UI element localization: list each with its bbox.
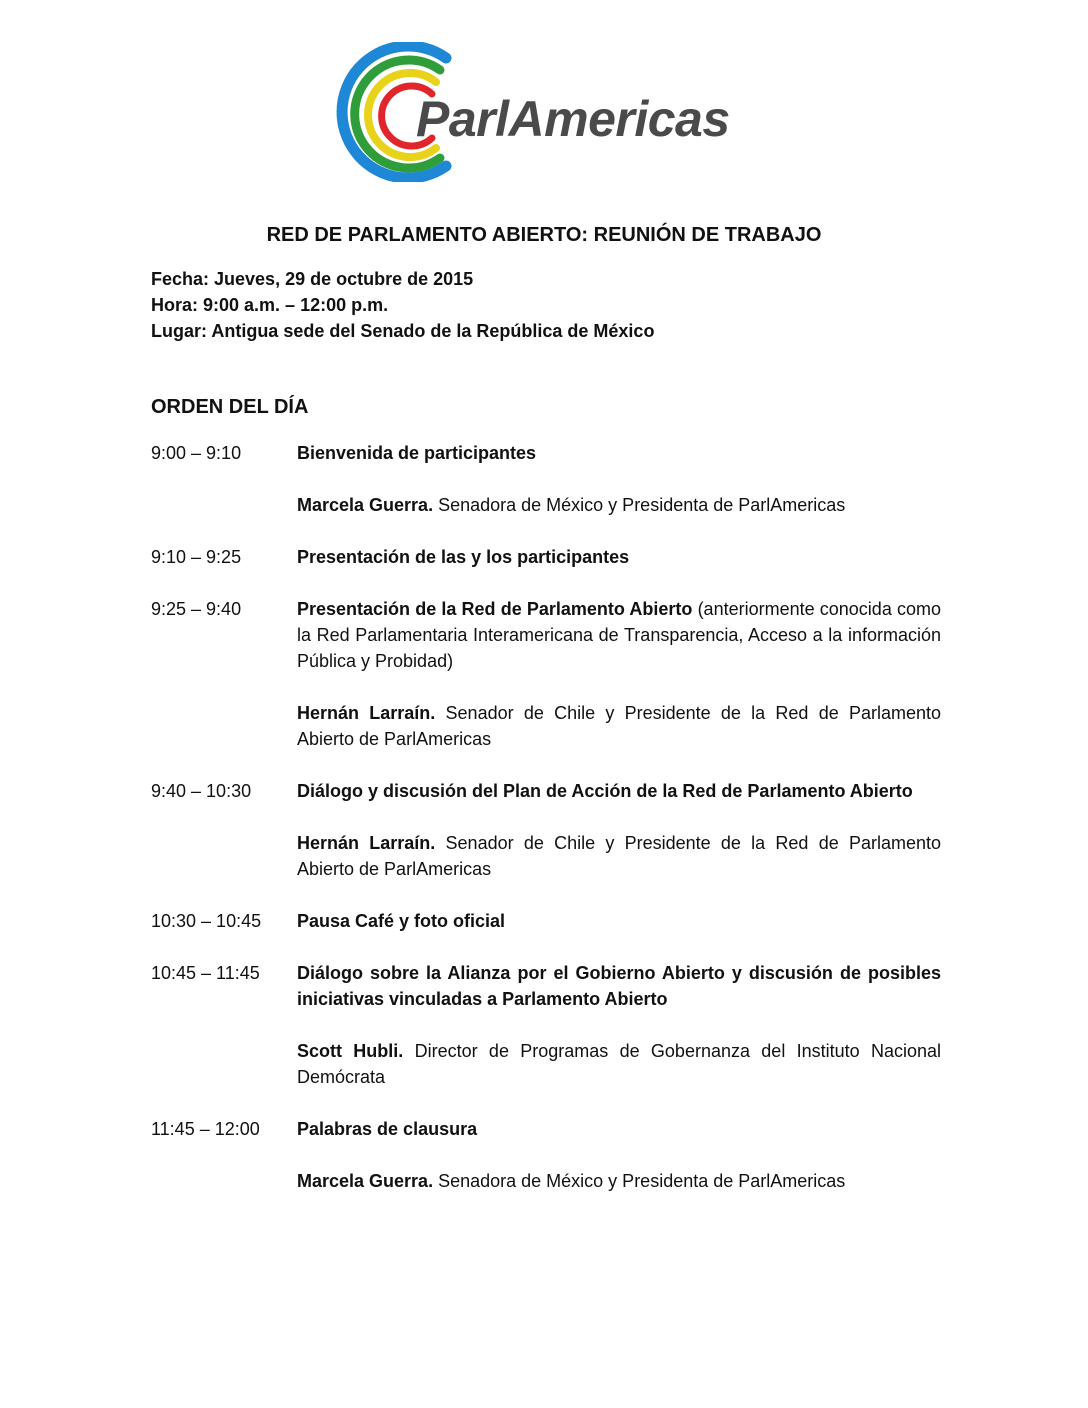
meeting-time: Hora: 9:00 a.m. – 12:00 p.m. <box>151 295 389 315</box>
agenda-time: 9:40 – 10:30 <box>151 781 252 801</box>
agenda-item <box>151 596 941 752</box>
speaker-name: Hernán Larraín. <box>297 833 436 853</box>
agenda-speaker-paragraph <box>297 1038 941 1090</box>
agenda-time: 10:30 – 10:45 <box>151 911 262 931</box>
agenda-title: Bienvenida de participantes <box>297 443 537 463</box>
speaker-name: Hernán Larraín. <box>297 703 436 723</box>
agenda-speaker-paragraph <box>297 830 941 882</box>
agenda-title: Diálogo y discusión del Plan de Acción de la Red de Parlamento Abierto <box>297 781 913 801</box>
agenda-item <box>151 440 941 518</box>
speaker-description: Senadora de México y Presidenta de ParlAmericas <box>433 495 846 515</box>
agenda-title: Presentación de la Red de Parlamento Abierto <box>297 599 693 619</box>
agenda-time: 10:45 – 11:45 <box>151 963 260 983</box>
agenda-heading: ORDEN DEL DÍA <box>151 396 309 418</box>
agenda-title: Palabras de clausura <box>297 1119 478 1139</box>
agenda-item <box>151 1116 941 1194</box>
agenda-time: 9:25 – 9:40 <box>151 599 242 619</box>
speaker-description: Director de Programas de Gobernanza del Instituto Nacional Demócrata <box>297 1041 941 1087</box>
agenda-title-paragraph <box>297 544 941 570</box>
parlamericas-logo <box>318 42 788 182</box>
meeting-details <box>151 266 654 344</box>
agenda-title-rest: (anteriormente conocida como la Red Parlamentaria Interamericana de Transparencia, Acceso a la información Pública y Probidad) <box>297 599 942 671</box>
agenda-item <box>151 908 941 934</box>
agenda-title-paragraph <box>297 960 941 1012</box>
agenda-title: Diálogo sobre la Alianza por el Gobierno Abierto y discusión de posibles iniciativas vinculadas a Parlamento Abierto <box>297 963 941 1009</box>
agenda-speaker-paragraph <box>297 492 941 518</box>
agenda-title-paragraph <box>297 778 941 804</box>
agenda-item <box>151 960 941 1090</box>
meeting-location: Lugar: Antigua sede del Senado de la República de México <box>151 321 655 341</box>
speaker-description: Senador de Chile y Presidente de la Red de Parlamento Abierto de ParlAmericas <box>297 703 942 749</box>
agenda-item <box>151 544 941 570</box>
speaker-name: Marcela Guerra. <box>297 1171 434 1191</box>
speaker-description: Senador de Chile y Presidente de la Red de Parlamento Abierto de ParlAmericas <box>297 833 942 879</box>
agenda-time: 9:10 – 9:25 <box>151 547 242 567</box>
agenda-time: 9:00 – 9:10 <box>151 443 242 463</box>
agenda-speaker-paragraph <box>297 1168 941 1194</box>
agenda-time: 11:45 – 12:00 <box>151 1119 260 1139</box>
speaker-name: Marcela Guerra. <box>297 495 434 515</box>
meeting-date: Fecha: Jueves, 29 de octubre de 2015 <box>151 269 474 289</box>
agenda-title-paragraph <box>297 596 941 674</box>
logo-wordmark: ParlAmericas <box>416 91 730 147</box>
agenda-title: Presentación de las y los participantes <box>297 547 630 567</box>
speaker-description: Senadora de México y Presidenta de ParlAmericas <box>433 1171 846 1191</box>
agenda-item <box>151 778 941 882</box>
agenda-speaker-paragraph <box>297 700 941 752</box>
agenda-title-paragraph <box>297 908 941 934</box>
agenda-title-paragraph <box>297 440 941 466</box>
agenda-list <box>151 440 941 1220</box>
document-title: RED DE PARLAMENTO ABIERTO: REUNIÓN DE TRABAJO <box>266 224 822 246</box>
agenda-title-paragraph <box>297 1116 941 1142</box>
speaker-name: Scott Hubli. <box>297 1041 404 1061</box>
agenda-title: Pausa Café y foto oficial <box>297 911 506 931</box>
